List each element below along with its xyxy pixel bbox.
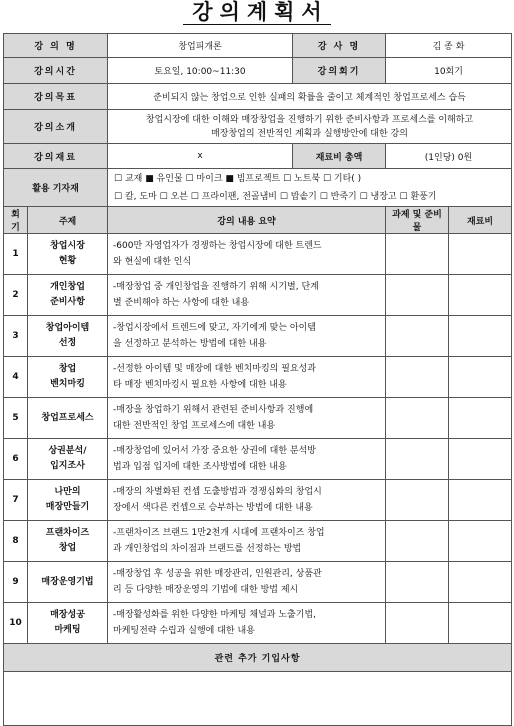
- session-assignment: [386, 480, 449, 521]
- table-row: [4, 234, 512, 275]
- session-number: 10: [4, 603, 28, 644]
- course-name-label: 강 의 명: [4, 34, 108, 58]
- session-topic: 매장성공 마케팅: [28, 603, 108, 644]
- session-fee: [449, 357, 512, 398]
- document-title-text: 강의계획서: [183, 0, 330, 25]
- intro-row: [4, 110, 512, 144]
- session-fee: [449, 439, 512, 480]
- session-content: -선정한 아이템 및 매장에 대한 벤치마킹의 필요성과 타 매장 벤치마킹시 필요한 사항에 대한 내용: [108, 357, 386, 398]
- session-content: -프랜차이즈 브랜드 1만2천개 시대에 프랜차이즈 창업 과 개인창업의 차이점과 브랜드를 선정하는 방법: [108, 521, 386, 562]
- course-name-value: 창업피개론: [108, 34, 293, 58]
- session-topic: 창업아이템 선정: [28, 316, 108, 357]
- session-fee: [449, 316, 512, 357]
- session-number: 5: [4, 398, 28, 439]
- material-row: [4, 144, 512, 169]
- sessions-value: 10회기: [386, 58, 512, 84]
- session-number: 4: [4, 357, 28, 398]
- time-row: [4, 58, 512, 84]
- session-topic: 상권분석/ 입지조사: [28, 439, 108, 480]
- session-content: -매장창업 중 개인창업을 진행하기 위해 시기별, 단계 별 준비해야 하는 사항에 대한 내용: [108, 275, 386, 316]
- session-assignment: [386, 603, 449, 644]
- document-title: [0, 0, 514, 30]
- fee-header: 재료비: [449, 207, 512, 234]
- lecture-plan-table: [3, 33, 512, 726]
- session-number: 1: [4, 234, 28, 275]
- session-content: -600만 자영업자가 경쟁하는 창업시장에 대한 트렌드 와 현실에 대한 인식: [108, 234, 386, 275]
- session-content: -매장의 차별화된 컨셉 도출방법과 경쟁심화의 창업시 장에서 색다른 컨셉으로 승부하는 방법에 대한 내용: [108, 480, 386, 521]
- intro-value: 창업시장에 대한 이해와 매장창업을 진행하기 위한 준비사항과 프로세스를 이해하고 매장창업의 전반적인 계획과 실행방안에 대한 강의: [108, 110, 512, 144]
- table-row: [4, 275, 512, 316]
- session-assignment: [386, 357, 449, 398]
- material-value: x: [108, 144, 293, 169]
- equipment-row: [4, 169, 512, 207]
- content-header: 강의 내용 요약: [108, 207, 386, 234]
- equipment-line-1: ☐ 교재 ■ 유인물 ☐ 마이크 ■ 빔프로젝트 ☐ 노트북 ☐ 기타( ): [114, 173, 362, 184]
- additional-notes-row: [4, 672, 512, 726]
- time-label: 강의시간: [4, 58, 108, 84]
- assignment-header: 과제 및 준비물: [386, 207, 449, 234]
- teacher-name-value: 김 종 화: [386, 34, 512, 58]
- session-content: -매장창업 후 성공을 위한 매장관리, 인원관리, 상품관 리 등 다양한 매장운영의 기법에 대한 방법 제시: [108, 562, 386, 603]
- session-number: 6: [4, 439, 28, 480]
- session-content: -매장을 창업하기 위해서 관련된 준비사항과 진행에 대한 전반적인 창업 프로세스에 대한 내용: [108, 398, 386, 439]
- table-row: [4, 398, 512, 439]
- session-topic: 창업 벤치마킹: [28, 357, 108, 398]
- session-assignment: [386, 521, 449, 562]
- session-number: 8: [4, 521, 28, 562]
- intro-label: 강의소개: [4, 110, 108, 144]
- session-topic: 매장운영기법: [28, 562, 108, 603]
- material-fee-value: (1인당) 0원: [386, 144, 512, 169]
- equipment-line-2: ☐ 칼, 도마 ☐ 오븐 ☐ 프라이팬, 전골냄비 ☐ 밥솥기 ☐ 반죽기 ☐ 냉장고 ☐ 환풍기: [114, 191, 437, 202]
- session-topic: 나만의 매장만들기: [28, 480, 108, 521]
- session-number: 2: [4, 275, 28, 316]
- topic-header: 주제: [28, 207, 108, 234]
- session-content: -창업시장에서 트렌드에 맞고, 자기에게 맞는 아이템 을 선정하고 분석하는 방법에 대한 내용: [108, 316, 386, 357]
- session-number: 3: [4, 316, 28, 357]
- table-row: [4, 439, 512, 480]
- equipment-label: 활용 기자재: [4, 169, 108, 207]
- session-header: 회기: [4, 207, 28, 234]
- table-row: [4, 357, 512, 398]
- table-row: [4, 480, 512, 521]
- session-fee: [449, 480, 512, 521]
- additional-notes-value[interactable]: [4, 672, 512, 726]
- session-assignment: [386, 562, 449, 603]
- session-topic: 개인창업 준비사항: [28, 275, 108, 316]
- goal-value: 준비되지 않는 창업으로 인한 실패의 확률을 줄이고 체계적인 창업프로세스 습득: [108, 84, 512, 110]
- table-row: [4, 603, 512, 644]
- sessions-label: 강의회기: [293, 58, 386, 84]
- goal-label: 강의목표: [4, 84, 108, 110]
- session-assignment: [386, 398, 449, 439]
- session-fee: [449, 398, 512, 439]
- session-number: 7: [4, 480, 28, 521]
- additional-notes-header-row: [4, 644, 512, 672]
- session-number: 9: [4, 562, 28, 603]
- session-fee: [449, 603, 512, 644]
- material-fee-label: 재료비 총액: [293, 144, 386, 169]
- teacher-name-label: 강 사 명: [293, 34, 386, 58]
- session-fee: [449, 562, 512, 603]
- session-fee: [449, 521, 512, 562]
- table-row: [4, 316, 512, 357]
- equipment-options: [108, 169, 512, 207]
- schedule-header-row: [4, 207, 512, 234]
- table-row: [4, 521, 512, 562]
- goal-row: [4, 84, 512, 110]
- session-assignment: [386, 234, 449, 275]
- session-fee: [449, 275, 512, 316]
- session-assignment: [386, 275, 449, 316]
- session-content: -매장창업에 있어서 가장 중요한 상권에 대한 분석방 법과 입점 입지에 대한 조사방법에 대한 내용: [108, 439, 386, 480]
- session-topic: 창업프로세스: [28, 398, 108, 439]
- material-label: 강의재료: [4, 144, 108, 169]
- table-row: [4, 562, 512, 603]
- session-assignment: [386, 316, 449, 357]
- time-value: 토요일, 10:00~11:30: [108, 58, 293, 84]
- course-name-row: [4, 34, 512, 58]
- session-content: -매장활성화를 위한 다양한 마케팅 채널과 노출기법, 마케팅전략 수립과 실행에 대한 내용: [108, 603, 386, 644]
- session-topic: 창업시장 현황: [28, 234, 108, 275]
- session-assignment: [386, 439, 449, 480]
- session-topic: 프랜차이즈 창업: [28, 521, 108, 562]
- additional-notes-label: 관련 추가 기입사항: [4, 644, 512, 672]
- session-fee: [449, 234, 512, 275]
